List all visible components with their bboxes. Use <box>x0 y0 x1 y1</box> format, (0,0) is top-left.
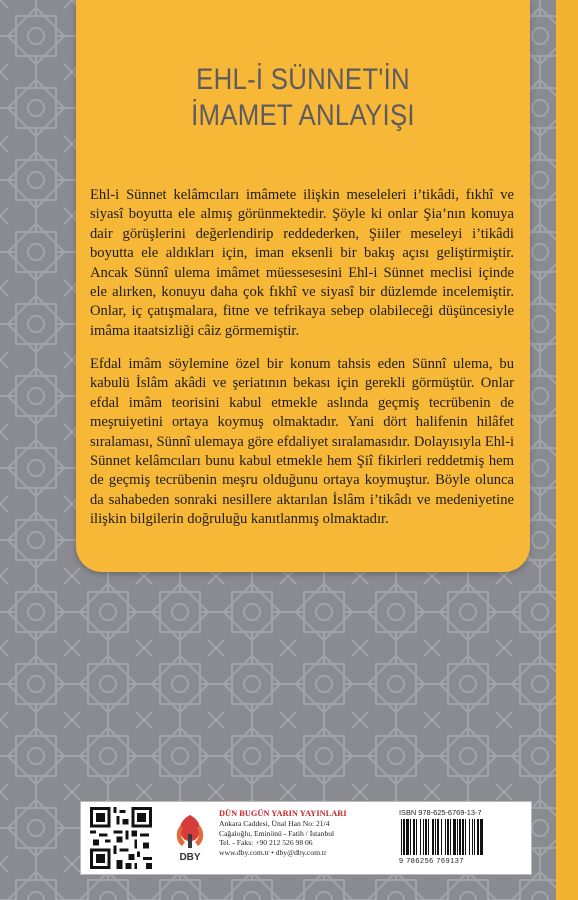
publisher-address-2: Cağaloğlu, Eminönü - Fatih / İstanbul <box>219 828 335 838</box>
logo-text: DBY <box>179 852 201 863</box>
publisher-web: www.dby.com.tr • dby@dby.com.tr <box>219 847 327 857</box>
dby-logo-icon <box>171 812 209 864</box>
qr-code-icon <box>90 807 152 869</box>
body-paragraph-1: Ehl-i Sünnet kelâmcıları imâmete ilişkin meseleleri i’tikâdi, fıkhî ve siyasî boyutta ele almış görünmektedir. Şöyle ki onlar Şia’nın konuya dair görüşlerini değerlendirip reddederken, Şiiler meseleyi i’tikâdi boyutta ele aldıkları için, iman eksenli bir bakış açısı geliştirmiştir. Ancak Sünnî ulema imâmet müessesesini Ehl-i Sünnet meclisi içinde ele alırken, konuyu daha çok fıkhî ve siyasî bir düzlemde incelemiştir. Onlar, iç çatışmalara, fitne ve tefrikaya sebep olabileceği düşüncesiyle imâma itaatsizliği câiz görmemiştir. <box>90 187 514 339</box>
barcode-icon <box>399 819 521 855</box>
text-panel <box>76 0 530 572</box>
publisher-address-1: Ankara Caddesi, Ünal Han No: 21/4 <box>219 819 330 828</box>
book-title-line1: EHL-İ SÜNNET'İN <box>196 63 410 96</box>
isbn-digits: 9 786256 769137 <box>399 856 464 865</box>
isbn-label: ISBN 978-625-6769-13-7 <box>399 808 482 817</box>
publisher-footer <box>80 801 532 875</box>
spine-stripe <box>556 0 578 900</box>
publisher-name: DÜN BUGÜN YARIN YAYINLARI <box>219 809 347 818</box>
publisher-info <box>219 808 389 857</box>
publisher-phone: Tel. - Faks: +90 212 526 98 06 <box>219 838 313 848</box>
isbn-block <box>399 808 524 865</box>
body-paragraph-2: Efdal imâm söylemine özel bir konum tahsis eden Sünnî ulema, bu kabulü İslâm akâdi ve şeriatının bekası için gerekli görmüştür. Onlar efdal imâm teorisini kabul etmekle aslında geçmiş tecrübenin de meşruiyetini ortaya koymuş olmaktadır. Yani dört halifenin hilâfet sıralaması, Sünnî ulemaya göre efdaliyet sıralamasıdır. Dolayısıyla Ehl-i Sünnet kelâmcıları bunu kabul etmekle hem Şiî fikirleri reddetmiş hem de geçmiş tecrübenin meşru olduğunu ortaya koymuştur. Böyle olunca da sahabeden sonraki nesillere aktarılan İslâm i’tikâdı ve medeniyetine ilişkin bilgilerin doğruluğu kanıtlanmış olmaktadır. <box>90 356 514 528</box>
book-title-line2: İMAMET ANLAYIŞI <box>191 99 415 132</box>
